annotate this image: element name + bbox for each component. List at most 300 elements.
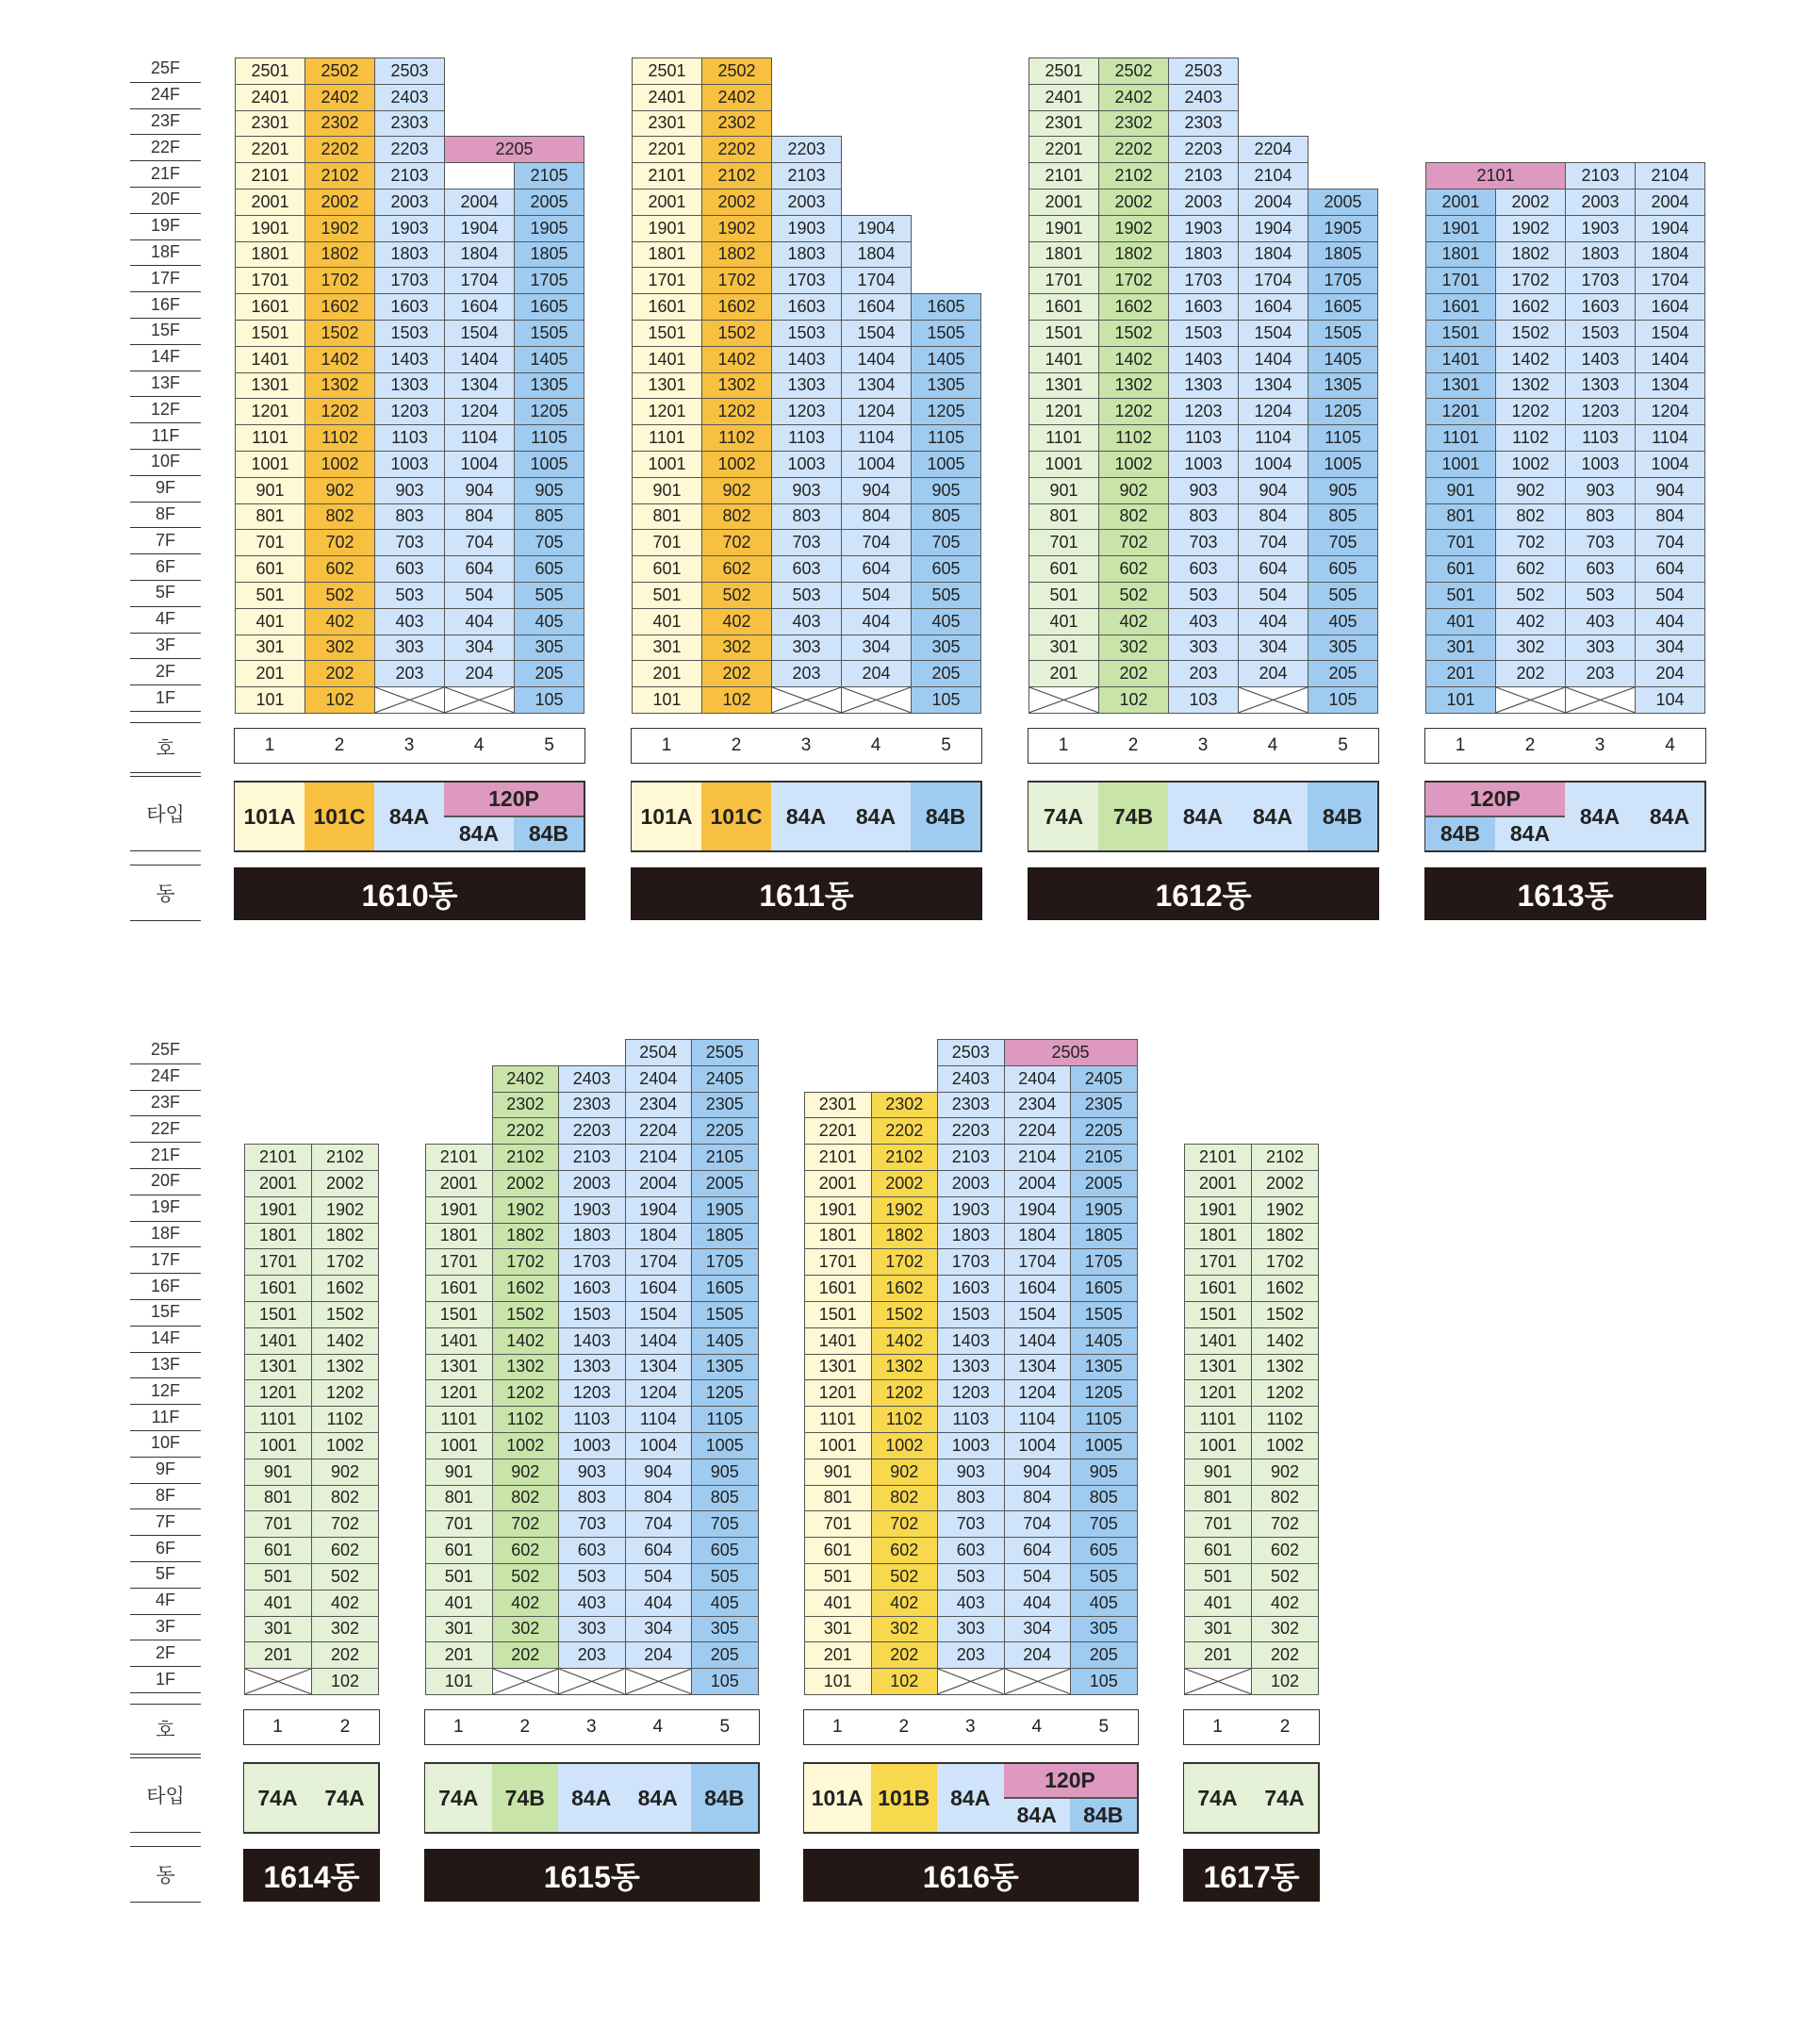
unit-cell[interactable]: 403 — [558, 1590, 626, 1617]
unit-cell[interactable]: 604 — [841, 555, 912, 583]
unit-cell[interactable]: 1705 — [1308, 267, 1378, 294]
unit-cell[interactable]: 602 — [1495, 555, 1566, 583]
unit-cell[interactable]: 1304 — [444, 372, 515, 400]
unit-cell[interactable]: 1805 — [514, 241, 584, 269]
unit-cell[interactable]: 1801 — [425, 1223, 493, 1250]
unit-cell[interactable]: 1401 — [1425, 346, 1496, 373]
unit-cell[interactable]: 1302 — [304, 372, 375, 400]
unit-cell[interactable]: 601 — [1425, 555, 1496, 583]
unit-cell[interactable]: 204 — [841, 660, 912, 687]
unit-cell[interactable]: 1201 — [632, 398, 702, 425]
unit-cell[interactable]: 504 — [625, 1563, 693, 1591]
unit-cell[interactable]: 703 — [1565, 529, 1636, 556]
unit-cell[interactable]: 2302 — [304, 110, 375, 138]
unit-cell[interactable]: 1101 — [1425, 424, 1496, 452]
unit-cell[interactable]: 2402 — [1098, 84, 1169, 111]
unit-cell[interactable]: 2003 — [374, 189, 445, 216]
unit-cell[interactable]: 803 — [1565, 503, 1636, 531]
unit-cell[interactable]: 1001 — [244, 1432, 312, 1459]
unit-cell[interactable]: 2303 — [937, 1092, 1005, 1119]
unit-cell[interactable]: 2202 — [1098, 136, 1169, 163]
unit-cell[interactable]: 1202 — [1098, 398, 1169, 425]
unit-cell[interactable]: 1502 — [492, 1301, 560, 1328]
unit-cell[interactable]: 1304 — [1635, 372, 1705, 400]
unit-cell[interactable]: 1004 — [841, 451, 912, 478]
unit-cell[interactable]: 1101 — [235, 424, 305, 452]
unit-cell[interactable]: 201 — [1028, 660, 1099, 687]
unit-cell[interactable]: 1001 — [1028, 451, 1099, 478]
unit-cell[interactable]: 203 — [1565, 660, 1636, 687]
unit-cell[interactable]: 1301 — [1184, 1354, 1252, 1381]
unit-cell[interactable]: 1702 — [1251, 1248, 1319, 1276]
unit-cell[interactable]: 1205 — [514, 398, 584, 425]
unit-cell[interactable]: 1801 — [632, 241, 702, 269]
unit-cell[interactable]: 705 — [911, 529, 981, 556]
unit-cell[interactable]: 1303 — [771, 372, 842, 400]
unit-cell[interactable]: 801 — [632, 503, 702, 531]
unit-cell[interactable]: 1501 — [425, 1301, 493, 1328]
unit-cell[interactable]: 1204 — [625, 1379, 693, 1407]
unit-cell[interactable]: 803 — [937, 1485, 1005, 1512]
unit-cell[interactable]: 2004 — [444, 189, 515, 216]
unit-cell[interactable]: 2001 — [244, 1170, 312, 1197]
unit-cell[interactable]: 1904 — [625, 1196, 693, 1224]
unit-cell[interactable]: 105 — [1308, 686, 1378, 714]
unit-cell[interactable]: 1001 — [804, 1432, 872, 1459]
unit-cell[interactable]: 1503 — [1168, 320, 1239, 347]
unit-cell[interactable]: 1703 — [558, 1248, 626, 1276]
unit-cell[interactable]: 601 — [632, 555, 702, 583]
unit-cell[interactable]: 1902 — [1495, 215, 1566, 242]
unit-cell[interactable]: 1901 — [1028, 215, 1099, 242]
unit-cell[interactable]: 1505 — [1308, 320, 1378, 347]
unit-cell[interactable]: 101 — [235, 686, 305, 714]
unit-cell[interactable]: 1502 — [701, 320, 772, 347]
unit-cell[interactable]: 303 — [1168, 635, 1239, 662]
unit-cell[interactable]: 602 — [701, 555, 772, 583]
unit-cell[interactable]: 1405 — [1308, 346, 1378, 373]
unit-cell[interactable]: 2205 — [691, 1117, 759, 1145]
unit-cell[interactable]: 1405 — [1070, 1327, 1138, 1355]
unit-cell[interactable]: 1101 — [1028, 424, 1099, 452]
unit-cell[interactable]: 1401 — [235, 346, 305, 373]
unit-cell[interactable]: 1702 — [492, 1248, 560, 1276]
unit-cell[interactable]: 204 — [625, 1641, 693, 1669]
unit-cell[interactable]: 1201 — [235, 398, 305, 425]
unit-cell[interactable]: 1201 — [244, 1379, 312, 1407]
unit-cell[interactable]: 2002 — [304, 189, 375, 216]
unit-cell[interactable]: 402 — [1098, 608, 1169, 635]
unit-cell[interactable]: 1404 — [625, 1327, 693, 1355]
unit-cell[interactable]: 2202 — [871, 1117, 939, 1145]
unit-cell[interactable]: 1905 — [1308, 215, 1378, 242]
unit-cell[interactable]: 1502 — [1098, 320, 1169, 347]
unit-cell[interactable]: 102 — [311, 1668, 379, 1695]
unit-cell[interactable]: 504 — [1635, 582, 1705, 609]
unit-cell[interactable]: 1804 — [444, 241, 515, 269]
unit-cell[interactable]: 1803 — [558, 1223, 626, 1250]
unit-cell[interactable]: 1903 — [1168, 215, 1239, 242]
unit-cell[interactable]: 301 — [1028, 635, 1099, 662]
unit-cell[interactable]: 1203 — [1168, 398, 1239, 425]
unit-cell[interactable]: 801 — [1425, 503, 1496, 531]
unit-cell[interactable]: 2005 — [691, 1170, 759, 1197]
unit-cell[interactable]: 403 — [1565, 608, 1636, 635]
unit-cell[interactable]: 203 — [558, 1641, 626, 1669]
unit-cell[interactable]: 401 — [425, 1590, 493, 1617]
unit-cell[interactable]: 801 — [235, 503, 305, 531]
unit-cell[interactable]: 2102 — [311, 1144, 379, 1171]
unit-cell[interactable]: 1202 — [311, 1379, 379, 1407]
unit-cell[interactable]: 2004 — [625, 1170, 693, 1197]
unit-cell[interactable]: 503 — [771, 582, 842, 609]
unit-cell[interactable]: 605 — [1070, 1537, 1138, 1564]
unit-cell[interactable]: 2404 — [1004, 1065, 1072, 1093]
unit-cell[interactable]: 702 — [701, 529, 772, 556]
unit-cell[interactable]: 2204 — [1238, 136, 1308, 163]
unit-cell[interactable]: 502 — [492, 1563, 560, 1591]
unit-cell[interactable]: 504 — [1004, 1563, 1072, 1591]
unit-cell[interactable]: 1305 — [911, 372, 981, 400]
unit-cell[interactable]: 601 — [425, 1537, 493, 1564]
unit-cell[interactable]: 701 — [1425, 529, 1496, 556]
unit-cell[interactable]: 401 — [1184, 1590, 1252, 1617]
unit-cell[interactable]: 1001 — [425, 1432, 493, 1459]
unit-cell[interactable]: 2104 — [1635, 162, 1705, 190]
unit-cell[interactable]: 1105 — [514, 424, 584, 452]
unit-cell[interactable]: 903 — [771, 477, 842, 504]
unit-cell[interactable]: 1301 — [235, 372, 305, 400]
unit-cell[interactable]: 302 — [311, 1616, 379, 1643]
unit-cell[interactable]: 202 — [1098, 660, 1169, 687]
unit-cell[interactable]: 501 — [632, 582, 702, 609]
unit-cell[interactable]: 704 — [1004, 1510, 1072, 1538]
unit-cell[interactable]: 504 — [444, 582, 515, 609]
unit-cell[interactable]: 1103 — [558, 1406, 626, 1433]
unit-cell[interactable]: 405 — [1308, 608, 1378, 635]
unit-cell[interactable]: 2103 — [937, 1144, 1005, 1171]
unit-cell[interactable]: 1101 — [632, 424, 702, 452]
unit-cell[interactable]: 2501 — [1028, 58, 1099, 85]
unit-cell[interactable]: 1202 — [701, 398, 772, 425]
unit-cell[interactable]: 1201 — [804, 1379, 872, 1407]
unit-cell[interactable]: 1003 — [1168, 451, 1239, 478]
unit-cell[interactable]: 1502 — [871, 1301, 939, 1328]
unit-cell[interactable]: 1803 — [1168, 241, 1239, 269]
unit-cell[interactable]: 1801 — [804, 1223, 872, 1250]
unit-cell[interactable]: 1902 — [311, 1196, 379, 1224]
unit-cell[interactable]: 605 — [1308, 555, 1378, 583]
unit-cell[interactable]: 1302 — [1495, 372, 1566, 400]
unit-cell[interactable]: 2505 — [691, 1039, 759, 1066]
unit-cell[interactable]: 802 — [1098, 503, 1169, 531]
unit-cell[interactable]: 1205 — [1308, 398, 1378, 425]
unit-cell[interactable]: 701 — [425, 1510, 493, 1538]
unit-cell[interactable]: 1702 — [1495, 267, 1566, 294]
unit-cell[interactable]: 1701 — [235, 267, 305, 294]
unit-cell[interactable]: 1703 — [1565, 267, 1636, 294]
unit-cell[interactable]: 501 — [235, 582, 305, 609]
unit-cell[interactable]: 802 — [1251, 1485, 1319, 1512]
unit-cell[interactable]: 2001 — [425, 1170, 493, 1197]
unit-cell[interactable]: 2402 — [492, 1065, 560, 1093]
unit-cell[interactable]: 301 — [1184, 1616, 1252, 1643]
unit-cell[interactable]: 1905 — [514, 215, 584, 242]
unit-cell[interactable]: 902 — [1098, 477, 1169, 504]
unit-cell[interactable]: 403 — [374, 608, 445, 635]
unit-cell[interactable]: 704 — [625, 1510, 693, 1538]
unit-cell[interactable]: 2503 — [937, 1039, 1005, 1066]
unit-cell[interactable]: 2004 — [1635, 189, 1705, 216]
unit-cell[interactable]: 1002 — [304, 451, 375, 478]
unit-cell[interactable]: 1604 — [1004, 1275, 1072, 1302]
unit-cell[interactable]: 1501 — [632, 320, 702, 347]
unit-cell[interactable]: 1402 — [1251, 1327, 1319, 1355]
unit-cell[interactable]: 1605 — [1308, 293, 1378, 321]
unit-cell[interactable]: 804 — [625, 1485, 693, 1512]
unit-cell[interactable]: 601 — [804, 1537, 872, 1564]
unit-cell[interactable]: 1804 — [1635, 241, 1705, 269]
unit-cell[interactable]: 1505 — [691, 1301, 759, 1328]
unit-cell[interactable]: 2302 — [701, 110, 772, 138]
unit-cell[interactable]: 1503 — [558, 1301, 626, 1328]
unit-cell[interactable]: 1604 — [841, 293, 912, 321]
unit-cell[interactable]: 805 — [514, 503, 584, 531]
unit-cell[interactable]: 903 — [558, 1459, 626, 1486]
unit-cell[interactable]: 1103 — [937, 1406, 1005, 1433]
unit-cell[interactable]: 1002 — [311, 1432, 379, 1459]
unit-cell[interactable]: 302 — [492, 1616, 560, 1643]
unit-cell[interactable]: 205 — [1070, 1641, 1138, 1669]
unit-cell[interactable]: 1401 — [1028, 346, 1099, 373]
unit-cell[interactable]: 1103 — [374, 424, 445, 452]
unit-cell[interactable]: 2204 — [1004, 1117, 1072, 1145]
unit-cell[interactable]: 1501 — [235, 320, 305, 347]
unit-cell[interactable]: 2002 — [1251, 1170, 1319, 1197]
unit-cell[interactable]: 503 — [1168, 582, 1239, 609]
unit-cell[interactable]: 1901 — [235, 215, 305, 242]
unit-cell[interactable]: 1503 — [374, 320, 445, 347]
unit-cell[interactable]: 1504 — [841, 320, 912, 347]
unit-cell[interactable]: 904 — [1004, 1459, 1072, 1486]
unit-cell[interactable]: 805 — [911, 503, 981, 531]
unit-cell[interactable]: 1102 — [492, 1406, 560, 1433]
unit-cell[interactable]: 804 — [1004, 1485, 1072, 1512]
unit-cell[interactable]: 2403 — [558, 1065, 626, 1093]
unit-cell[interactable]: 502 — [311, 1563, 379, 1591]
unit-cell[interactable]: 2302 — [871, 1092, 939, 1119]
unit-cell[interactable]: 1705 — [1070, 1248, 1138, 1276]
unit-cell[interactable]: 402 — [1495, 608, 1566, 635]
unit-cell[interactable]: 704 — [841, 529, 912, 556]
unit-cell[interactable]: 801 — [1184, 1485, 1252, 1512]
unit-cell[interactable]: 1601 — [632, 293, 702, 321]
penthouse-unit-cell[interactable]: 2505 — [1004, 1039, 1138, 1066]
unit-cell[interactable]: 203 — [374, 660, 445, 687]
unit-cell[interactable]: 1302 — [1251, 1354, 1319, 1381]
unit-cell[interactable]: 1401 — [1184, 1327, 1252, 1355]
unit-cell[interactable]: 1704 — [1004, 1248, 1072, 1276]
unit-cell[interactable]: 1602 — [304, 293, 375, 321]
unit-cell[interactable]: 2103 — [1565, 162, 1636, 190]
unit-cell[interactable]: 1501 — [1028, 320, 1099, 347]
unit-cell[interactable]: 1605 — [911, 293, 981, 321]
unit-cell[interactable]: 901 — [1028, 477, 1099, 504]
unit-cell[interactable]: 1004 — [1004, 1432, 1072, 1459]
unit-cell[interactable]: 702 — [311, 1510, 379, 1538]
unit-cell[interactable]: 1702 — [1098, 267, 1169, 294]
unit-cell[interactable]: 2104 — [1004, 1144, 1072, 1171]
unit-cell[interactable]: 1204 — [1004, 1379, 1072, 1407]
unit-cell[interactable]: 1801 — [1425, 241, 1496, 269]
unit-cell[interactable]: 201 — [1425, 660, 1496, 687]
unit-cell[interactable]: 203 — [937, 1641, 1005, 1669]
unit-cell[interactable]: 1004 — [1635, 451, 1705, 478]
unit-cell[interactable]: 304 — [1635, 635, 1705, 662]
unit-cell[interactable]: 804 — [841, 503, 912, 531]
unit-cell[interactable]: 1403 — [1168, 346, 1239, 373]
unit-cell[interactable]: 1703 — [374, 267, 445, 294]
unit-cell[interactable]: 2403 — [374, 84, 445, 111]
unit-cell[interactable]: 1301 — [244, 1354, 312, 1381]
unit-cell[interactable]: 1201 — [1028, 398, 1099, 425]
unit-cell[interactable]: 702 — [1495, 529, 1566, 556]
unit-cell[interactable]: 1003 — [558, 1432, 626, 1459]
unit-cell[interactable]: 2104 — [1238, 162, 1308, 190]
unit-cell[interactable]: 1804 — [841, 241, 912, 269]
unit-cell[interactable]: 502 — [701, 582, 772, 609]
unit-cell[interactable]: 405 — [514, 608, 584, 635]
unit-cell[interactable]: 1603 — [558, 1275, 626, 1302]
unit-cell[interactable]: 401 — [1425, 608, 1496, 635]
unit-cell[interactable]: 1904 — [1238, 215, 1308, 242]
unit-cell[interactable]: 1901 — [1184, 1196, 1252, 1224]
unit-cell[interactable]: 1802 — [311, 1223, 379, 1250]
unit-cell[interactable]: 2302 — [1098, 110, 1169, 138]
unit-cell[interactable]: 1601 — [235, 293, 305, 321]
unit-cell[interactable]: 1704 — [1238, 267, 1308, 294]
unit-cell[interactable]: 1502 — [311, 1301, 379, 1328]
unit-cell[interactable]: 2005 — [1308, 189, 1378, 216]
unit-cell[interactable]: 202 — [492, 1641, 560, 1669]
unit-cell[interactable]: 202 — [1251, 1641, 1319, 1669]
unit-cell[interactable]: 1305 — [514, 372, 584, 400]
unit-cell[interactable]: 304 — [444, 635, 515, 662]
unit-cell[interactable]: 1204 — [1238, 398, 1308, 425]
unit-cell[interactable]: 2404 — [625, 1065, 693, 1093]
unit-cell[interactable]: 404 — [1635, 608, 1705, 635]
unit-cell[interactable]: 305 — [1070, 1616, 1138, 1643]
unit-cell[interactable]: 1202 — [304, 398, 375, 425]
unit-cell[interactable]: 2001 — [1028, 189, 1099, 216]
unit-cell[interactable]: 702 — [492, 1510, 560, 1538]
unit-cell[interactable]: 1103 — [1565, 424, 1636, 452]
unit-cell[interactable]: 1603 — [771, 293, 842, 321]
unit-cell[interactable]: 202 — [701, 660, 772, 687]
unit-cell[interactable]: 1202 — [492, 1379, 560, 1407]
unit-cell[interactable]: 1302 — [492, 1354, 560, 1381]
unit-cell[interactable]: 1603 — [937, 1275, 1005, 1302]
unit-cell[interactable]: 2303 — [558, 1092, 626, 1119]
unit-cell[interactable]: 202 — [871, 1641, 939, 1669]
unit-cell[interactable]: 1802 — [492, 1223, 560, 1250]
unit-cell[interactable]: 301 — [235, 635, 305, 662]
unit-cell[interactable]: 2103 — [1168, 162, 1239, 190]
unit-cell[interactable]: 502 — [304, 582, 375, 609]
unit-cell[interactable]: 1801 — [244, 1223, 312, 1250]
unit-cell[interactable]: 302 — [1495, 635, 1566, 662]
unit-cell[interactable]: 601 — [1184, 1537, 1252, 1564]
unit-cell[interactable]: 1002 — [701, 451, 772, 478]
unit-cell[interactable]: 304 — [841, 635, 912, 662]
unit-cell[interactable]: 2002 — [871, 1170, 939, 1197]
unit-cell[interactable]: 1703 — [937, 1248, 1005, 1276]
unit-cell[interactable]: 1803 — [771, 241, 842, 269]
unit-cell[interactable]: 1902 — [492, 1196, 560, 1224]
unit-cell[interactable]: 1204 — [444, 398, 515, 425]
unit-cell[interactable]: 904 — [1635, 477, 1705, 504]
unit-cell[interactable]: 703 — [1168, 529, 1239, 556]
unit-cell[interactable]: 505 — [691, 1563, 759, 1591]
unit-cell[interactable]: 403 — [771, 608, 842, 635]
unit-cell[interactable]: 2201 — [632, 136, 702, 163]
unit-cell[interactable]: 1402 — [492, 1327, 560, 1355]
unit-cell[interactable]: 1903 — [1565, 215, 1636, 242]
unit-cell[interactable]: 1404 — [1635, 346, 1705, 373]
unit-cell[interactable]: 1601 — [425, 1275, 493, 1302]
unit-cell[interactable]: 1903 — [771, 215, 842, 242]
unit-cell[interactable]: 1204 — [841, 398, 912, 425]
unit-cell[interactable]: 1402 — [304, 346, 375, 373]
unit-cell[interactable]: 1902 — [1098, 215, 1169, 242]
unit-cell[interactable]: 2001 — [235, 189, 305, 216]
unit-cell[interactable]: 704 — [444, 529, 515, 556]
unit-cell[interactable]: 1403 — [1565, 346, 1636, 373]
unit-cell[interactable]: 205 — [1308, 660, 1378, 687]
unit-cell[interactable]: 903 — [1565, 477, 1636, 504]
unit-cell[interactable]: 1103 — [771, 424, 842, 452]
unit-cell[interactable]: 1804 — [1004, 1223, 1072, 1250]
unit-cell[interactable]: 204 — [444, 660, 515, 687]
unit-cell[interactable]: 1301 — [425, 1354, 493, 1381]
unit-cell[interactable]: 1401 — [632, 346, 702, 373]
unit-cell[interactable]: 801 — [804, 1485, 872, 1512]
unit-cell[interactable]: 1102 — [1495, 424, 1566, 452]
penthouse-unit-cell[interactable]: 2205 — [444, 136, 584, 163]
unit-cell[interactable]: 2202 — [492, 1117, 560, 1145]
unit-cell[interactable]: 505 — [1070, 1563, 1138, 1591]
unit-cell[interactable]: 302 — [871, 1616, 939, 1643]
unit-cell[interactable]: 2105 — [691, 1144, 759, 1171]
unit-cell[interactable]: 701 — [1184, 1510, 1252, 1538]
unit-cell[interactable]: 701 — [244, 1510, 312, 1538]
unit-cell[interactable]: 704 — [1635, 529, 1705, 556]
unit-cell[interactable]: 1703 — [771, 267, 842, 294]
unit-cell[interactable]: 1701 — [1425, 267, 1496, 294]
unit-cell[interactable]: 2103 — [558, 1144, 626, 1171]
unit-cell[interactable]: 1102 — [1251, 1406, 1319, 1433]
unit-cell[interactable]: 401 — [235, 608, 305, 635]
unit-cell[interactable]: 1701 — [1184, 1248, 1252, 1276]
unit-cell[interactable]: 1802 — [304, 241, 375, 269]
unit-cell[interactable]: 805 — [1308, 503, 1378, 531]
unit-cell[interactable]: 2201 — [804, 1117, 872, 1145]
unit-cell[interactable]: 1301 — [1425, 372, 1496, 400]
unit-cell[interactable]: 1504 — [1004, 1301, 1072, 1328]
unit-cell[interactable]: 1202 — [871, 1379, 939, 1407]
unit-cell[interactable]: 1005 — [1070, 1432, 1138, 1459]
unit-cell[interactable]: 603 — [937, 1537, 1005, 1564]
